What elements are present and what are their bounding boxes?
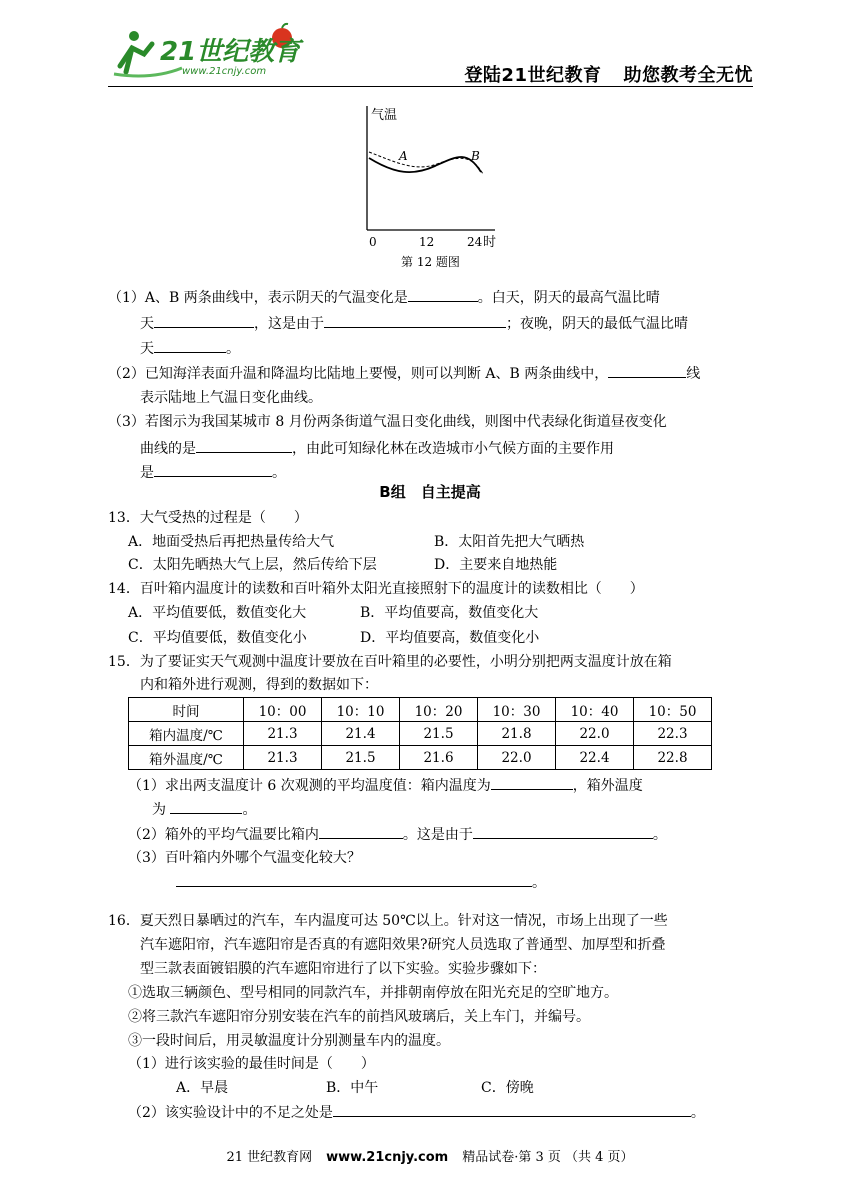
curve-b <box>369 152 483 174</box>
curve-b-label: B <box>471 149 480 163</box>
q16-part2: （2）该实验设计中的不足之处是 。 <box>128 1100 788 1125</box>
x-tick-label: 0 <box>369 235 377 249</box>
table-cell: 21.6 <box>400 746 478 770</box>
q12-part1-line3: 天 。 <box>140 336 800 361</box>
curve-a <box>369 157 481 172</box>
answer-blank[interactable] <box>170 797 242 814</box>
option-b[interactable]: B．平均值要高，数值变化大 <box>360 605 539 621</box>
answer-blank[interactable] <box>408 285 478 302</box>
q12-part2-line1: （2）已知海洋表面升温和降温均比陆地上要慢，则可以判断 A、B 两条曲线中， 线 <box>108 361 768 386</box>
q16-step3: ③一段时间后，用灵敏温度计分别测量车内的温度。 <box>128 1033 450 1049</box>
table-cell: 21.8 <box>478 722 556 746</box>
footer-page-info: 精品试卷·第 3 页 （共 4 页） <box>462 1150 634 1165</box>
section-title: B组 自主提高 <box>379 483 481 501</box>
temperature-curve-figure <box>355 100 515 275</box>
option-c[interactable]: C．太阳先晒热大气上层，然后传给下层 <box>128 557 377 573</box>
q15-part3-answer: 。 <box>176 870 836 895</box>
q14-options-row2 <box>128 626 788 650</box>
answer-blank[interactable] <box>333 1100 691 1117</box>
logo-text: 21世纪教育 <box>160 37 301 67</box>
table-header-cell: 10：00 <box>244 698 322 722</box>
x-tick-label: 12 <box>419 235 435 249</box>
answer-blank[interactable] <box>473 822 653 839</box>
x-axis-unit: 时 <box>483 235 497 250</box>
table-header-cell: 10：50 <box>634 698 712 722</box>
answer-blank[interactable] <box>154 336 226 353</box>
option-a[interactable]: A．地面受热后再把热量传给大气 <box>128 534 335 550</box>
slogan-right: 助您教考全无忧 <box>623 65 753 86</box>
q16-step1: ①选取三辆颜色、型号相同的同款汽车，并排朝南停放在阳光充足的空旷地方。 <box>128 985 618 1001</box>
table-header-cell: 10：10 <box>322 698 400 722</box>
page-footer <box>0 1146 860 1165</box>
option-c[interactable]: C．傍晚 <box>481 1080 534 1096</box>
option-a[interactable]: A．平均值要低，数值变化大 <box>128 605 307 621</box>
option-b[interactable]: B．中午 <box>326 1080 379 1096</box>
q13-options-row1 <box>128 530 788 554</box>
table-cell: 22.4 <box>556 746 634 770</box>
q15-part2: （2）箱外的平均气温要比箱内 。这是由于 。 <box>128 822 788 847</box>
table-cell: 22.8 <box>634 746 712 770</box>
q16-stem-line2: 汽车遮阳帘，汽车遮阳帘是否真的有遮阳效果?研究人员选取了普通型、加厚型和折叠 <box>140 937 666 953</box>
option-a[interactable]: A．早晨 <box>176 1080 229 1096</box>
table-cell: 21.4 <box>322 722 400 746</box>
option-d[interactable]: D．平均值要高，数值变化小 <box>360 630 540 646</box>
answer-blank[interactable] <box>491 773 573 790</box>
y-axis-label: 气温 <box>371 108 398 123</box>
answer-blank[interactable] <box>154 311 254 328</box>
table-row <box>129 722 712 746</box>
q15-part1-line2: 为 。 <box>152 797 812 822</box>
table-header-cell: 10：20 <box>400 698 478 722</box>
table-cell: 21.3 <box>244 746 322 770</box>
table-header-cell: 10：40 <box>556 698 634 722</box>
table-cell: 21.5 <box>400 722 478 746</box>
q15-stem-line1: 15．为了要证实天气观测中温度计要放在百叶箱里的必要性，小明分别把两支温度计放在箱 <box>108 654 672 670</box>
answer-blank[interactable] <box>319 822 403 839</box>
q14-options-row1 <box>128 601 788 625</box>
slogan-left: 登陆21世纪教育 <box>464 65 602 86</box>
answer-blank[interactable] <box>176 870 532 887</box>
q16-part1: （1）进行该实验的最佳时间是（ ） <box>128 1056 375 1072</box>
answer-blank[interactable] <box>608 361 686 378</box>
q12-part2-line2: 表示陆地上气温日变化曲线。 <box>140 390 322 406</box>
footer-left: 21 世纪教育网 <box>226 1150 313 1165</box>
table-row <box>129 746 712 770</box>
footer-site[interactable]: www.21cnjy.com <box>326 1150 449 1165</box>
header-slogan <box>464 61 753 87</box>
answer-blank[interactable] <box>324 311 506 328</box>
q14-stem: 14．百叶箱内温度计的读数和百叶箱外太阳光直接照射下的温度计的读数相比（ ） <box>108 581 644 597</box>
x-tick-label: 24 <box>467 235 483 249</box>
curve-a-label: A <box>399 149 408 163</box>
table-cell: 21.5 <box>322 746 400 770</box>
table-cell: 22.3 <box>634 722 712 746</box>
table-cell: 21.3 <box>244 722 322 746</box>
table-cell: 箱外温度/℃ <box>129 746 244 770</box>
option-c[interactable]: C．平均值要低，数值变化小 <box>128 630 307 646</box>
q15-stem-line2: 内和箱外进行观测，得到的数据如下： <box>140 677 378 693</box>
q12-part3-line2: 曲线的是 ，由此可知绿化林在改造城市小气候方面的主要作用 <box>140 436 800 461</box>
q15-part3: （3）百叶箱内外哪个气温变化较大？ <box>128 850 361 866</box>
option-b[interactable]: B．太阳首先把大气晒热 <box>434 534 585 550</box>
q16-stem-line3: 型三款表面镀铝膜的汽车遮阳帘进行了以下实验。实验步骤如下： <box>140 961 546 977</box>
option-d[interactable]: D．主要来自地热能 <box>434 557 558 573</box>
table-header-cell: 时间 <box>129 698 244 722</box>
q12-part3-line3: 是 。 <box>140 460 800 485</box>
logo-url: www.21cnjy.com <box>182 66 267 77</box>
q12-part1-line2: 天 ，这是由于 ；夜晚，阴天的最低气温比晴 <box>140 311 800 336</box>
observation-table <box>128 697 712 770</box>
table-cell: 箱内温度/℃ <box>129 722 244 746</box>
q16-step2: ②将三款汽车遮阳帘分别安装在汽车的前挡风玻璃后，关上车门，并编号。 <box>128 1009 590 1025</box>
table-header-row <box>129 698 712 722</box>
q16-part1-options <box>176 1076 836 1100</box>
answer-blank[interactable] <box>196 436 292 453</box>
q13-options-row2 <box>128 553 788 577</box>
site-logo <box>112 22 312 84</box>
table-header-cell: 10：30 <box>478 698 556 722</box>
q16-stem-line1: 16．夏天烈日暴晒过的汽车，车内温度可达 50℃以上。针对这一情况，市场上出现了一些 <box>108 913 668 929</box>
q13-stem: 13．大气受热的过程是（ ） <box>108 510 308 526</box>
q12-part3-line1: （3）若图示为我国某城市 8 月份两条街道气温日变化曲线，则图中代表绿化街道昼夜变化 <box>108 414 667 430</box>
table-cell: 22.0 <box>478 746 556 770</box>
table-cell: 22.0 <box>556 722 634 746</box>
figure-caption: 第 12 题图 <box>401 255 460 269</box>
answer-blank[interactable] <box>154 460 272 477</box>
q12-part1-line1: （1）A、B 两条曲线中，表示阴天的气温变化是 。白天，阴天的最高气温比晴 <box>108 285 768 310</box>
header-rule <box>108 86 753 87</box>
q15-part1-line1: （1）求出两支温度计 6 次观测的平均温度值：箱内温度为 ，箱外温度 <box>128 773 788 798</box>
